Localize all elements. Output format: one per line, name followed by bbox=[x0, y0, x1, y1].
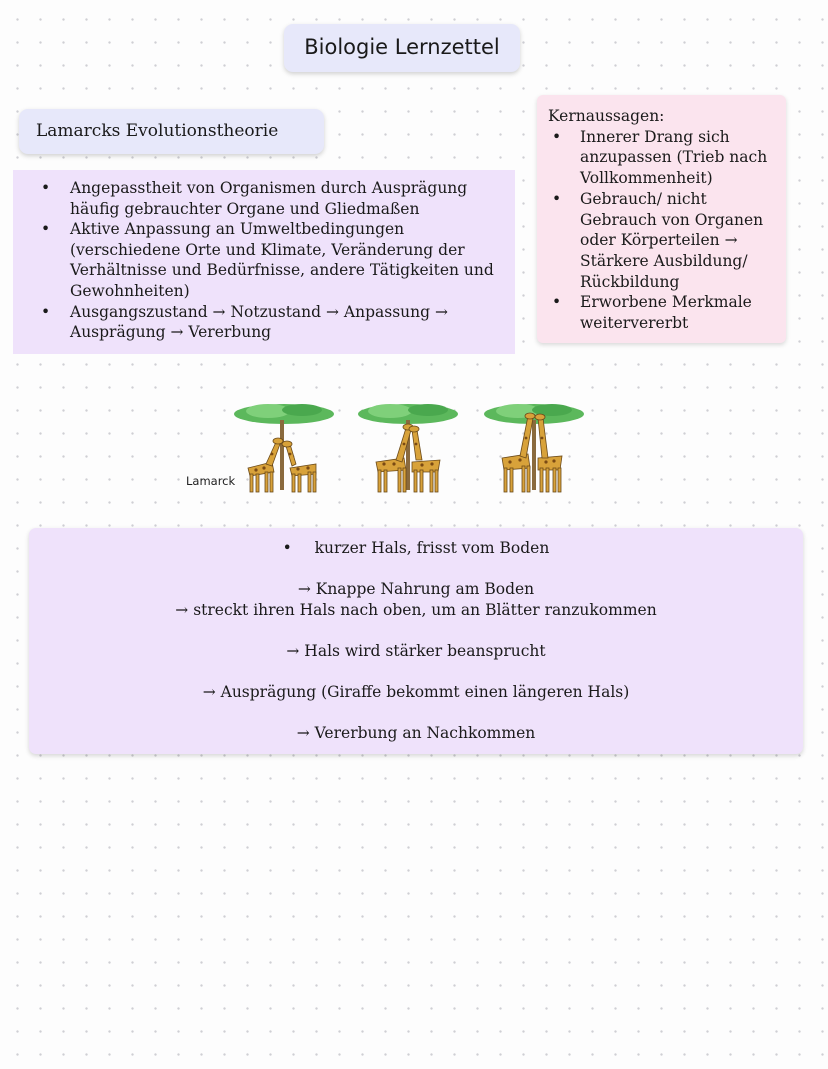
example-card bbox=[29, 528, 803, 754]
list-item: • Angepasstheit von Organismen durch Ausprägung häufig gebrauchter Organe und Gliedmaßen bbox=[27, 178, 497, 219]
example-step: → Vererbung an Nachkommen bbox=[296, 724, 536, 743]
list-item: • Innerer Drang sich anzupassen (Trieb nach Vollkommenheit) bbox=[548, 127, 778, 189]
theory-list bbox=[27, 178, 497, 343]
key-statements-card bbox=[537, 95, 786, 343]
example-step: → Hals wird stärker beansprucht bbox=[286, 641, 546, 660]
key-statements-heading: Kernaussagen: bbox=[548, 107, 665, 125]
figure-label: Lamarck bbox=[186, 474, 236, 488]
example-step: → streckt ihren Hals nach oben, um an Blätter ranzukommen bbox=[175, 600, 657, 619]
theory-card bbox=[13, 170, 515, 354]
section-heading: Lamarcks Evolutionstheorie bbox=[19, 109, 324, 154]
list-item: • Gebrauch/ nicht Gebrauch von Organen oder Körperteilen → Stärkere Ausbildung/ Rückbildung bbox=[548, 189, 778, 293]
giraffe-scene-stretching-icon bbox=[356, 402, 460, 496]
giraffe-scene-long-neck-icon bbox=[482, 402, 586, 496]
example-intro bbox=[29, 538, 803, 559]
example-step: → Ausprägung (Giraffe bekommt einen längeren Hals) bbox=[202, 683, 630, 702]
giraffe-scene-short-neck-icon bbox=[232, 402, 336, 496]
list-item: • Ausgangszustand → Notzustand → Anpassung → Ausprägung → Vererbung bbox=[27, 302, 497, 343]
example-bullet: • kurzer Hals, frisst vom Boden bbox=[283, 538, 550, 559]
page-title: Biologie Lernzettel bbox=[284, 24, 520, 72]
list-item: • Erworbene Merkmale weitervererbt bbox=[548, 292, 778, 333]
list-item: • Aktive Anpassung an Umweltbedingungen (verschiedene Orte und Klimate, Veränderung der Verhältnisse und Bedürfnisse, andere Tätigkeiten und Gewohnheiten) bbox=[27, 219, 497, 301]
key-statements-list bbox=[548, 127, 778, 334]
example-step: → Knappe Nahrung am Boden bbox=[297, 580, 535, 599]
giraffe-illustration bbox=[180, 400, 600, 500]
